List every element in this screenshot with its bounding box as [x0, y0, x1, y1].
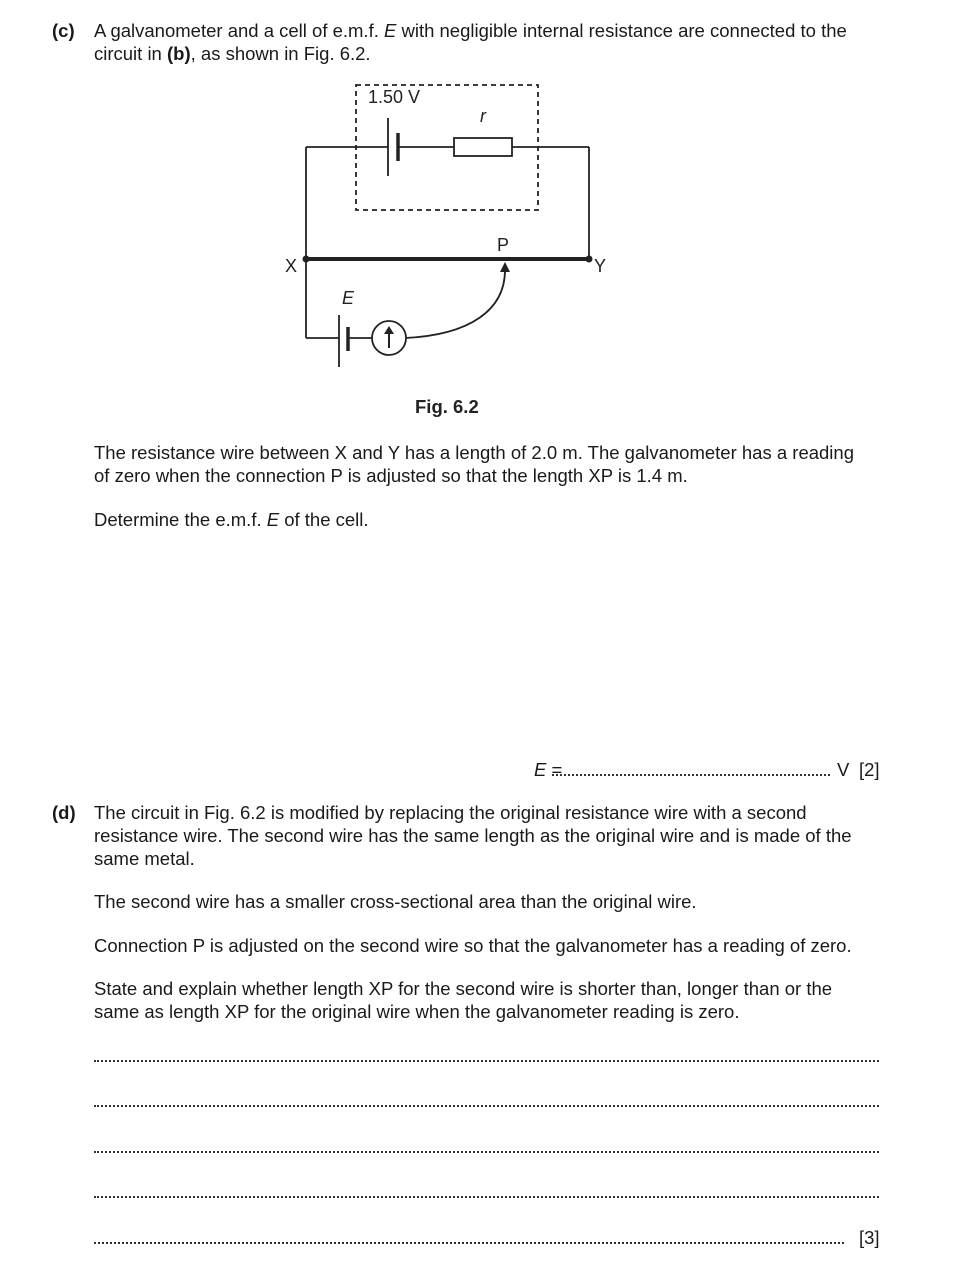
label-r: r [480, 106, 486, 126]
answer-d-line[interactable] [94, 1196, 879, 1198]
emf-variable: E [384, 20, 397, 41]
part-d-para1-line1: The circuit in Fig. 6.2 is modified by replacing the original resistance wire with a second [94, 802, 807, 823]
label-e: E [342, 288, 355, 308]
intro-text: circuit in [94, 43, 167, 64]
jockey-lead [405, 270, 505, 338]
question-text: of the cell. [279, 509, 369, 530]
answer-d-line[interactable] [94, 1151, 879, 1153]
answer-variable: E [534, 759, 547, 780]
question-c [94, 508, 369, 531]
figure-caption: Fig. 6.2 [415, 396, 479, 417]
wire-info-line2: of zero when the connection P is adjusted so that the length XP is 1.4 m. [94, 465, 688, 486]
intro-text: with negligible internal resistance are connected to the [396, 20, 847, 41]
part-d-para4-line2: same as length XP for the original wire when the galvanometer reading is zero. [94, 1001, 740, 1022]
label-p: P [497, 235, 510, 255]
circuit-diagram [0, 0, 972, 417]
question-text: Determine the e.m.f. [94, 509, 267, 530]
label-x: X [285, 256, 298, 276]
marks-c: [2] [859, 759, 880, 780]
marks-d: [3] [859, 1227, 880, 1248]
wire-info-line1: The resistance wire between X and Y has a length of 2.0 m. The galvanometer has a reading [94, 442, 854, 463]
part-d-para2: The second wire has a smaller cross-sectional area than the original wire. [94, 891, 697, 912]
part-d-para3: Connection P is adjusted on the second wire so that the galvanometer has a reading of zero. [94, 935, 852, 956]
part-d-para1-line2: resistance wire. The second wire has the same length as the original wire and is made of the [94, 825, 852, 846]
answer-d-line[interactable] [94, 1060, 879, 1062]
terminal-y [586, 256, 593, 263]
part-b-reference: (b) [167, 43, 191, 64]
resistor-r [454, 138, 512, 156]
label-voltage: 1.50 V [368, 87, 421, 107]
answer-c-unit: V [837, 759, 850, 780]
emf-variable: E [266, 509, 280, 530]
answer-d-line[interactable] [94, 1105, 879, 1107]
answer-c-label [534, 758, 562, 781]
answer-equals: = [551, 759, 563, 780]
answer-d-line[interactable] [94, 1242, 844, 1244]
part-d-label: (d) [52, 802, 76, 823]
answer-c-field[interactable] [552, 774, 830, 776]
part-d-para1-line3: same metal. [94, 848, 195, 869]
label-y: Y [594, 256, 607, 276]
intro-text: , as shown in Fig. 6.2. [190, 43, 371, 64]
intro-text: A galvanometer and a cell of e.m.f. [94, 20, 384, 41]
part-c-label: (c) [52, 20, 75, 41]
part-d-para4-line1: State and explain whether length XP for the second wire is shorter than, longer than or the [94, 978, 833, 999]
